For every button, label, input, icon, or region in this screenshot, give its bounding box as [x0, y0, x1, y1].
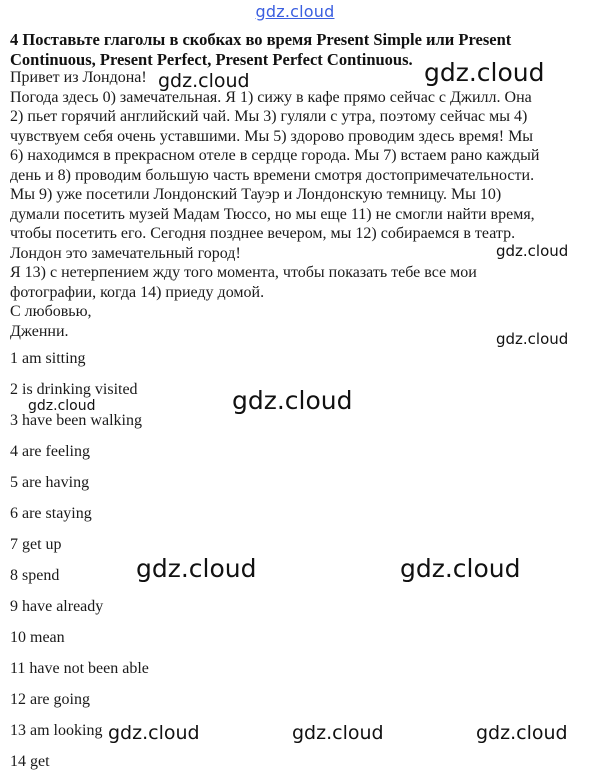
task-heading-line: Continuous, Present Perfect, Present Perfect Continuous.: [10, 50, 413, 69]
watermark: gdz.cloud: [108, 722, 200, 744]
answer-item: 2 is drinking visited: [10, 381, 138, 398]
letter-line: 2) пьет горячий английский чай. Мы 3) гуляли с утра, поэтому сейчас мы 4): [10, 108, 528, 125]
answer-item: 1 am sitting: [10, 350, 86, 367]
answer-item: 11 have not been able: [10, 660, 149, 677]
letter-line: Дженни.: [10, 322, 69, 340]
watermark: gdz.cloud: [476, 722, 568, 744]
header-watermark-link[interactable]: gdz.cloud: [255, 2, 335, 21]
answer-item: 4 are feeling: [10, 443, 90, 460]
answer-item: 8 spend: [10, 567, 60, 584]
watermark: gdz.cloud: [28, 398, 96, 414]
task-heading-line: 4 Поставьте глаголы в скобках во время Present Simple или Present: [10, 30, 512, 49]
letter-line: фотографии, когда 14) приеду домой.: [10, 283, 265, 301]
answer-item: 12 are going: [10, 691, 90, 708]
answer-item: 3 have been walking: [10, 412, 142, 429]
letter-line: чувствуем себя очень уставшими. Мы 5) здорово проводим здесь время! Мы: [10, 127, 534, 145]
letter-text: [10, 68, 588, 341]
letter-line: Лондон это замечательный город!: [10, 244, 241, 262]
letter-line: Погода здесь 0) замечательная. Я 1) сижу в кафе прямо сейчас с Джилл. Она: [10, 88, 532, 106]
answer-item: 14 get: [10, 753, 50, 770]
letter-line: думали посетить музей Мадам Тюссо, но мы еще 11) не смогли найти время,: [10, 205, 535, 223]
answer-item: 6 are staying: [10, 505, 92, 522]
answer-item: 9 have already: [10, 598, 104, 615]
watermark: gdz.cloud: [158, 70, 250, 92]
watermark: gdz.cloud: [232, 386, 353, 415]
letter-line: 6) находимся в прекрасном отеле в сердце города. Мы 7) встаем рано каждый: [10, 147, 540, 164]
watermark: gdz.cloud: [496, 330, 569, 348]
answer-item: 10 mean: [10, 629, 65, 646]
letter-line: чтобы посетить его. Сегодня позднее вечером, мы 12) собираемся в театр.: [10, 225, 516, 242]
letter-line: день и 8) проводим большую часть времени смотря достопримечательности.: [10, 166, 535, 184]
letter-line: С любовью,: [10, 303, 92, 320]
answer-item: 13 am looking: [10, 722, 103, 739]
letter-line: Я 13) с нетерпением жду того момента, чтобы показать тебе все мои: [10, 264, 477, 281]
watermark: gdz.cloud: [136, 554, 257, 583]
watermark: gdz.cloud: [292, 722, 384, 744]
letter-line: Мы 9) уже посетили Лондонский Тауэр и Лондонскую темницу. Мы 10): [10, 186, 502, 203]
watermark: gdz.cloud: [424, 58, 545, 87]
watermark: gdz.cloud: [400, 554, 521, 583]
letter-line: Привет из Лондона!: [10, 69, 147, 86]
answer-item: 7 get up: [10, 536, 62, 553]
watermark: gdz.cloud: [496, 242, 569, 260]
answer-item: 5 are having: [10, 474, 90, 491]
